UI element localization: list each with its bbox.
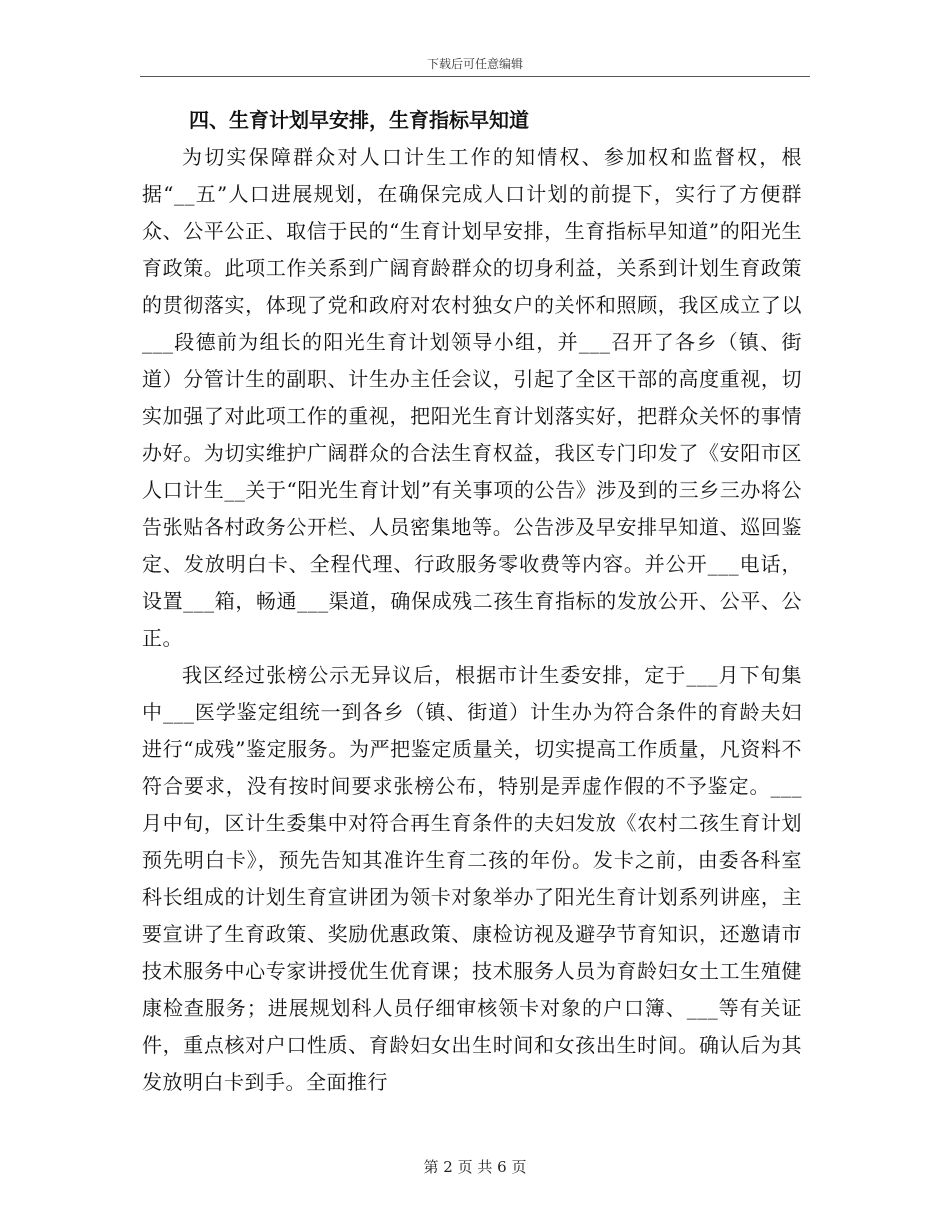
section-heading: 四、生育计划早安排，生育指标早知道 [189,108,529,132]
page-number: 第 2 页 共 6 页 [423,1158,527,1176]
page-header: 下载后可任意编辑 [426,57,523,71]
document-body [142,105,802,1101]
header-divider [140,76,810,77]
paragraph-2: 我区经过张榜公示无异议后，根据市计生委安排，定于___月下旬集中___医学鉴定组统一到各乡（镇、街道）计生办为符合条件的育龄夫妇进行“成残”鉴定服务。为严把鉴定质量关，切实提高工作质量，凡资料不符合要求，没有按时间要求张榜公布，特别是弄虚作假的不予鉴定。___月中旬，区计生委集中对符合再生育条件的夫妇发放《农村二孩生育计划预先明白卡》，预先告知其准许生育二孩的年份。发卡之前，由委各科室科长组成的计划生育宣讲团为领卡对象举办了阳光生育计划系列讲座，主要宣讲了生育政策、奖励优惠政策、康检访视及避孕节育知识，还邀请市技术服务中心专家讲授优生优育课；技术服务人员为育龄妇女土工生殖健康检查服务；进展规划科人员仔细审核领卡对象的户口簿、___等有关证件，重点核对户口性质、育龄妇女出生时间和女孩出生时间。确认后为其发放明白卡到手。全面推行 [142,663,802,1094]
paragraph-1: 为切实保障群众对人口计生工作的知情权、参加权和监督权，根据“__五”人口进展规划，在确保完成人口计划的前提下，实行了方便群众、公平公正、取信于民的“生育计划早安排，生育指标早知道”的阳光生育政策。此项工作关系到广阔育龄群众的切身利益，关系到计划生育政策的贯彻落实，体现了党和政府对农村独女户的关怀和照顾，我区成立了以___段德前为组长的阳光生育计划领导小组，并___召开了各乡（镇、街道）分管计生的副职、计生办主任会议，引起了全区干部的高度重视，切实加强了对此项工作的重视，把阳光生育计划落实好，把群众关怀的事情办好。为切实维护广阔群众的合法生育权益，我区专门印发了《安阳市区人口计生__关于“阳光生育计划”有关事项的公告》涉及到的三乡三办将公告张贴各村政务公开栏、人员密集地等。公告涉及早安排早知道、巡回鉴定、发放明白卡、全程代理、行政服务零收费等内容。并公开___电话，设置___箱，畅通___渠道，确保成残二孩生育指标的发放公开、公平、公正。 [142,145,802,650]
